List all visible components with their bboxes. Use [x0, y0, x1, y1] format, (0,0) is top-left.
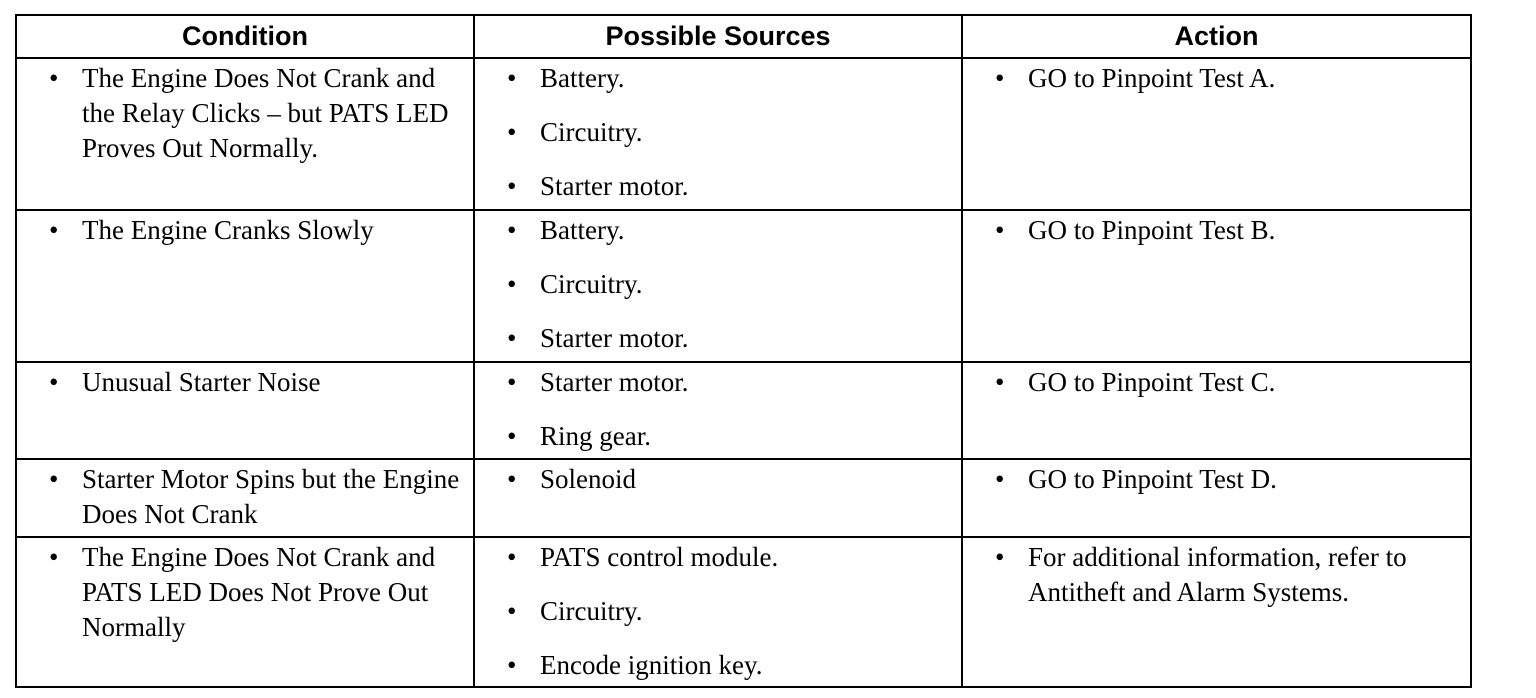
source-item: • Circuitry.	[507, 115, 953, 150]
condition-text: • The Engine Does Not Crank and the Relay Clicks – but PATS LED Proves Out Normally.	[49, 61, 465, 166]
source-item: • Encode ignition key.	[507, 648, 953, 683]
condition-cell	[16, 537, 474, 687]
diagnosis-table	[15, 14, 1472, 688]
action-text: • For additional information, refer to Antitheft and Alarm Systems.	[995, 540, 1440, 610]
action-cell	[962, 362, 1471, 459]
condition-text: • The Engine Does Not Crank and PATS LED Does Not Prove Out Normally	[49, 540, 465, 645]
source-item: • Battery.	[507, 213, 953, 248]
source-item: • Starter motor.	[507, 169, 953, 204]
action-text: • GO to Pinpoint Test A.	[995, 61, 1440, 96]
source-item: • Starter motor.	[507, 321, 953, 356]
source-item: • PATS control module.	[507, 540, 953, 575]
condition-cell	[16, 362, 474, 459]
source-item: • Starter motor.	[507, 365, 953, 400]
action-cell	[962, 58, 1471, 210]
action-cell	[962, 210, 1471, 362]
source-item: • Circuitry.	[507, 594, 953, 629]
condition-cell	[16, 58, 474, 210]
sources-cell	[474, 58, 962, 210]
condition-cell	[16, 210, 474, 362]
action-text: • GO to Pinpoint Test B.	[995, 213, 1440, 248]
table-row	[16, 210, 1471, 362]
source-item: • Ring gear.	[507, 419, 953, 454]
action-text: • GO to Pinpoint Test C.	[995, 365, 1440, 400]
source-item: • Solenoid	[507, 462, 953, 497]
condition-cell	[16, 459, 474, 537]
column-header-condition: Condition	[16, 15, 474, 58]
action-cell	[962, 459, 1471, 537]
source-item: • Circuitry.	[507, 267, 953, 302]
table-row	[16, 362, 1471, 459]
source-item: • Battery.	[507, 61, 953, 96]
table-header-row	[16, 15, 1471, 58]
action-cell	[962, 537, 1471, 687]
table-row	[16, 58, 1471, 210]
sources-cell	[474, 362, 962, 459]
condition-text: • Unusual Starter Noise	[49, 365, 465, 400]
sources-cell	[474, 537, 962, 687]
table-row	[16, 537, 1471, 687]
condition-text: • Starter Motor Spins but the Engine Does Not Crank	[49, 462, 465, 532]
sources-cell	[474, 459, 962, 537]
sources-cell	[474, 210, 962, 362]
condition-text: • The Engine Cranks Slowly	[49, 213, 465, 248]
column-header-action: Action	[962, 15, 1471, 58]
table-row	[16, 459, 1471, 537]
action-text: • GO to Pinpoint Test D.	[995, 462, 1440, 497]
column-header-possible-sources: Possible Sources	[474, 15, 962, 58]
